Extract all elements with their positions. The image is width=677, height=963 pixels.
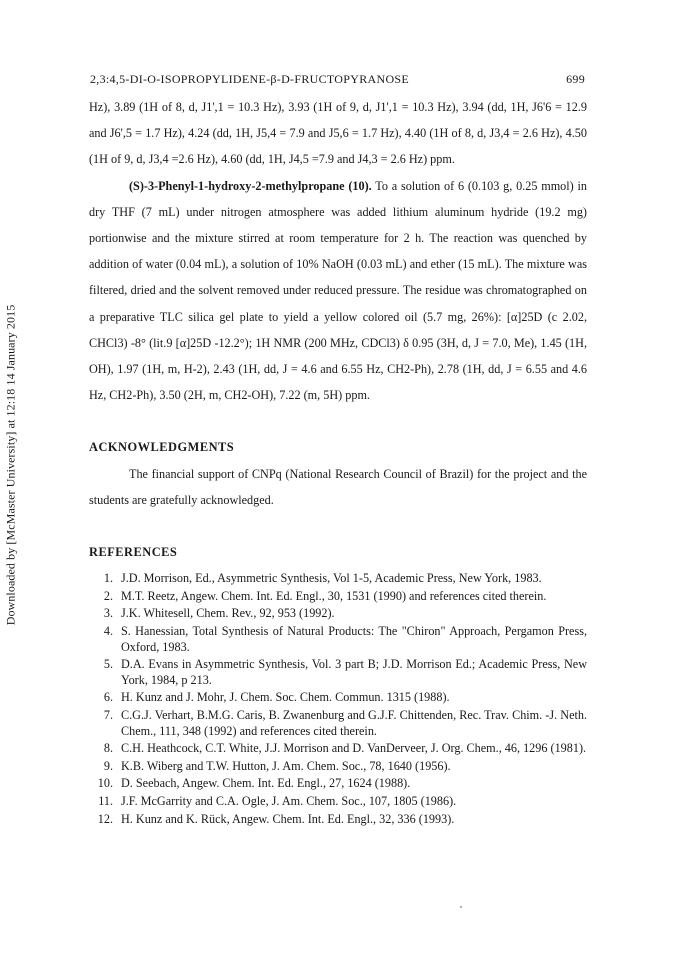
- reference-item: 5. D.A. Evans in Asymmetric Synthesis, Vol. 3 part B; J.D. Morrison Ed.; Academic Press, New York, 1984, p 213.: [103, 657, 587, 687]
- reference-item: 1. J.D. Morrison, Ed., Asymmetric Synthesis, Vol 1-5, Academic Press, New York, 1983.: [103, 571, 542, 586]
- reference-item: 9. K.B. Wiberg and T.W. Hutton, J. Am. Chem. Soc., 78, 1640 (1956).: [103, 758, 451, 773]
- page-number: 699: [566, 72, 585, 86]
- reference-item: 12. H. Kunz and K. Rück, Angew. Chem. Int. Ed. Engl., 32, 336 (1993).: [97, 811, 455, 826]
- download-watermark-text: Downloaded by [McMaster University] at 12:18 14 January 2015: [3, 304, 18, 626]
- reference-item: 8. C.H. Heathcock, C.T. White, J.J. Morrison and D. VanDerveer, J. Org. Chem., 46, 1296 (1981).: [103, 741, 587, 756]
- reference-list: [89, 571, 587, 827]
- reference-item: 11. J.F. McGarrity and C.A. Ogle, J. Am. Chem. Soc., 107, 1805 (1986).: [98, 793, 457, 808]
- article-body: [89, 94, 587, 829]
- nmr-data-paragraph: Hz), 3.89 (1H of 8, d, J1',1 = 10.3 Hz), 3.93 (1H of 9, d, J1',1 = 10.3 Hz), 3.94 (dd, 1H, J6'6 = 12.9 and J6',5 = 1.7 Hz), 4.24 (dd, 1H, J5,4 = 7.9 and J5,6 = 1.7 Hz), 4.40 (1H of 8, d, J3,4 = 2.6 Hz), 4.50 (1H of 9, d, J3,4 =2.6 Hz), 4.60 (dd, 1H, J4,5 =7.9 and J4,3 = 2.6 Hz) ppm.: [89, 100, 587, 167]
- reference-item: 6. H. Kunz and J. Mohr, J. Chem. Soc. Chem. Commun. 1315 (1988).: [103, 690, 450, 705]
- compound-heading: (S)-3-Phenyl-1-hydroxy-2-methylpropane (10).: [129, 178, 372, 193]
- reference-item: 3. J.K. Whitesell, Chem. Rev., 92, 953 (1992).: [103, 606, 335, 621]
- acknowledgments-text: The financial support of CNPq (National Research Council of Brazil) for the project and the students are gratefully acknowledged.: [89, 466, 587, 507]
- scan-speck: [460, 906, 462, 908]
- reference-item: 7. C.G.J. Verhart, B.M.G. Caris, B. Zwanenburg and G.J.F. Chittenden, Rec. Trav. Chim. -J. Neth. Chem., 111, 348 (1992) and references cited therein.: [103, 708, 587, 738]
- page-header: [90, 72, 587, 88]
- running-title: 2,3:4,5-DI-O-ISOPROPYLIDENE-β-D-FRUCTOPYRANOSE: [90, 72, 410, 86]
- references-heading: REFERENCES: [89, 545, 178, 560]
- reference-item: 4. S. Hanessian, Total Synthesis of Natural Products: The "Chiron" Approach, Pergamon Press, Oxford, 1983.: [103, 624, 587, 654]
- reference-item: 2. M.T. Reetz, Angew. Chem. Int. Ed. Engl., 30, 1531 (1990) and references cited therein.: [103, 588, 547, 603]
- procedure-paragraph: [89, 173, 587, 409]
- procedure-text: To a solution of 6 (0.103 g, 0.25 mmol) in dry THF (7 mL) under nitrogen atmosphere was added lithium aluminum hydride (19.2 mg) portionwise and the mixture stirred at room temperature for 2 h. The reaction was quenched by addition of water (0.04 mL), a solution of 10% NaOH (0.03 mL) and ether (15 mL). The mixture was filtered, dried and the solvent removed under reduced pressure. The residue was chromatographed on a preparative TLC silica gel plate to yield a yellow colored oil (5.7 mg, 26%): [α]25D (c 2.02, CHCl3) -8° (lit.9 [α]25D -12.2°); 1H NMR (200 MHz, CDCl3) δ 0.95 (3H, d, J = 7.0, Me), 1.45 (1H, OH), 1.97 (1H, m, H-2), 2.43 (1H, dd, J = 4.6 and 6.55 Hz, CH2-Ph), 2.78 (1H, dd, J = 6.55 and 4.6 Hz, CH2-Ph), 3.50 (2H, m, CH2-OH), 7.22 (m, 5H) ppm.: [89, 178, 587, 403]
- reference-item: 10. D. Seebach, Angew. Chem. Int. Ed. Engl., 27, 1624 (1988).: [97, 776, 411, 791]
- acknowledgments-heading: ACKNOWLEDGMENTS: [89, 440, 235, 455]
- download-watermark: [2, 300, 20, 630]
